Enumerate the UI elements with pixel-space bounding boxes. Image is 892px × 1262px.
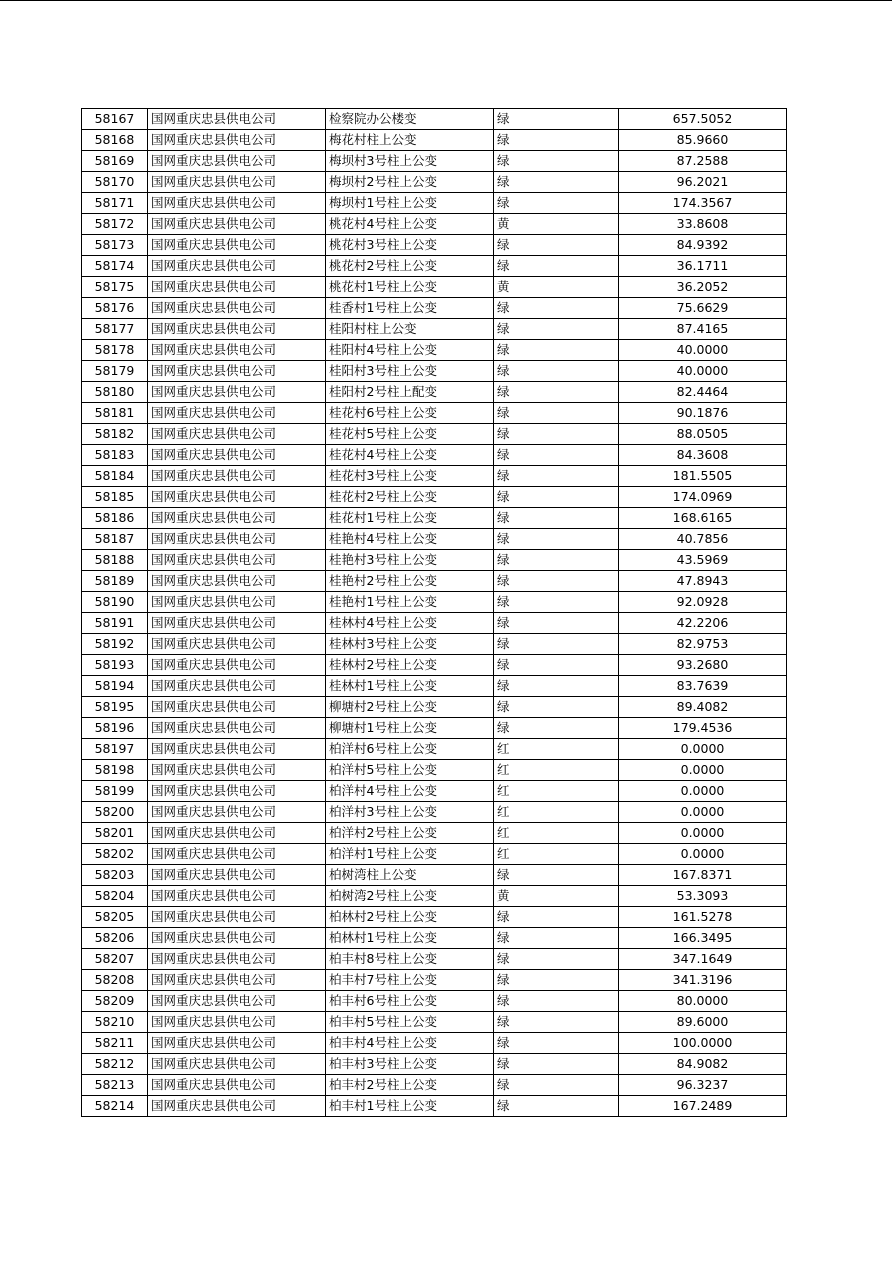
row-value-cell: 84.3608 (619, 445, 787, 466)
row-status-cell: 绿 (494, 865, 619, 886)
table-row (82, 760, 787, 781)
table-row (82, 466, 787, 487)
row-name-cell: 柏洋村6号柱上公变 (326, 739, 494, 760)
row-status-cell: 绿 (494, 718, 619, 739)
row-status-cell: 绿 (494, 382, 619, 403)
row-status-cell: 绿 (494, 949, 619, 970)
row-id-cell: 58182 (82, 424, 148, 445)
row-status-cell: 绿 (494, 529, 619, 550)
table-row (82, 1033, 787, 1054)
row-org-cell: 国网重庆忠县供电公司 (148, 1054, 326, 1075)
row-org-cell: 国网重庆忠县供电公司 (148, 172, 326, 193)
row-value-cell: 36.2052 (619, 277, 787, 298)
row-value-cell: 84.9082 (619, 1054, 787, 1075)
row-name-cell: 柏丰村1号柱上公变 (326, 1096, 494, 1117)
row-name-cell: 桂艳村3号柱上公变 (326, 550, 494, 571)
row-id-cell: 58187 (82, 529, 148, 550)
table-row (82, 172, 787, 193)
transformer-table (81, 108, 787, 1117)
row-value-cell: 0.0000 (619, 823, 787, 844)
row-value-cell: 33.8608 (619, 214, 787, 235)
row-name-cell: 梅坝村1号柱上公变 (326, 193, 494, 214)
table-row (82, 487, 787, 508)
row-value-cell: 181.5505 (619, 466, 787, 487)
row-status-cell: 绿 (494, 508, 619, 529)
row-value-cell: 83.7639 (619, 676, 787, 697)
row-value-cell: 40.7856 (619, 529, 787, 550)
row-status-cell: 绿 (494, 235, 619, 256)
row-name-cell: 柏丰村6号柱上公变 (326, 991, 494, 1012)
row-name-cell: 桂艳村4号柱上公变 (326, 529, 494, 550)
row-name-cell: 桂香村1号柱上公变 (326, 298, 494, 319)
row-name-cell: 柳塘村1号柱上公变 (326, 718, 494, 739)
row-status-cell: 绿 (494, 1012, 619, 1033)
row-org-cell: 国网重庆忠县供电公司 (148, 592, 326, 613)
row-org-cell: 国网重庆忠县供电公司 (148, 214, 326, 235)
table-row (82, 697, 787, 718)
row-name-cell: 柏洋村5号柱上公变 (326, 760, 494, 781)
row-status-cell: 绿 (494, 403, 619, 424)
row-org-cell: 国网重庆忠县供电公司 (148, 508, 326, 529)
row-name-cell: 桂林村3号柱上公变 (326, 634, 494, 655)
table-row (82, 991, 787, 1012)
row-org-cell: 国网重庆忠县供电公司 (148, 697, 326, 718)
row-value-cell: 89.6000 (619, 1012, 787, 1033)
row-value-cell: 166.3495 (619, 928, 787, 949)
row-org-cell: 国网重庆忠县供电公司 (148, 571, 326, 592)
table-row (82, 319, 787, 340)
row-name-cell: 桂花村1号柱上公变 (326, 508, 494, 529)
row-org-cell: 国网重庆忠县供电公司 (148, 949, 326, 970)
row-name-cell: 桂阳村柱上公变 (326, 319, 494, 340)
table-row (82, 592, 787, 613)
row-org-cell: 国网重庆忠县供电公司 (148, 445, 326, 466)
row-status-cell: 绿 (494, 634, 619, 655)
row-value-cell: 40.0000 (619, 340, 787, 361)
row-name-cell: 柏丰村7号柱上公变 (326, 970, 494, 991)
row-id-cell: 58214 (82, 1096, 148, 1117)
table-row (82, 235, 787, 256)
row-org-cell: 国网重庆忠县供电公司 (148, 865, 326, 886)
row-id-cell: 58173 (82, 235, 148, 256)
row-name-cell: 桂花村2号柱上公变 (326, 487, 494, 508)
table-row (82, 928, 787, 949)
row-status-cell: 红 (494, 781, 619, 802)
row-id-cell: 58181 (82, 403, 148, 424)
row-value-cell: 174.3567 (619, 193, 787, 214)
row-org-cell: 国网重庆忠县供电公司 (148, 655, 326, 676)
table-row (82, 907, 787, 928)
row-id-cell: 58197 (82, 739, 148, 760)
row-value-cell: 179.4536 (619, 718, 787, 739)
row-value-cell: 36.1711 (619, 256, 787, 277)
table-row (82, 865, 787, 886)
row-status-cell: 红 (494, 760, 619, 781)
row-status-cell: 绿 (494, 445, 619, 466)
row-status-cell: 黄 (494, 277, 619, 298)
table-row (82, 1012, 787, 1033)
row-name-cell: 柏丰村5号柱上公变 (326, 1012, 494, 1033)
table-row (82, 1075, 787, 1096)
row-status-cell: 绿 (494, 697, 619, 718)
row-org-cell: 国网重庆忠县供电公司 (148, 298, 326, 319)
row-value-cell: 75.6629 (619, 298, 787, 319)
row-id-cell: 58167 (82, 109, 148, 130)
row-name-cell: 桂艳村2号柱上公变 (326, 571, 494, 592)
row-org-cell: 国网重庆忠县供电公司 (148, 130, 326, 151)
table-row (82, 802, 787, 823)
row-status-cell: 绿 (494, 1075, 619, 1096)
row-org-cell: 国网重庆忠县供电公司 (148, 277, 326, 298)
row-value-cell: 657.5052 (619, 109, 787, 130)
table-row (82, 844, 787, 865)
row-org-cell: 国网重庆忠县供电公司 (148, 382, 326, 403)
row-value-cell: 0.0000 (619, 760, 787, 781)
row-org-cell: 国网重庆忠县供电公司 (148, 970, 326, 991)
row-value-cell: 0.0000 (619, 802, 787, 823)
row-status-cell: 绿 (494, 172, 619, 193)
row-status-cell: 绿 (494, 466, 619, 487)
row-status-cell: 黄 (494, 886, 619, 907)
row-value-cell: 82.9753 (619, 634, 787, 655)
row-org-cell: 国网重庆忠县供电公司 (148, 928, 326, 949)
row-value-cell: 0.0000 (619, 781, 787, 802)
row-org-cell: 国网重庆忠县供电公司 (148, 151, 326, 172)
row-status-cell: 绿 (494, 571, 619, 592)
row-id-cell: 58203 (82, 865, 148, 886)
row-id-cell: 58206 (82, 928, 148, 949)
row-name-cell: 柏林村1号柱上公变 (326, 928, 494, 949)
table-row (82, 340, 787, 361)
row-name-cell: 桃花村4号柱上公变 (326, 214, 494, 235)
row-value-cell: 90.1876 (619, 403, 787, 424)
row-id-cell: 58188 (82, 550, 148, 571)
row-org-cell: 国网重庆忠县供电公司 (148, 781, 326, 802)
row-id-cell: 58184 (82, 466, 148, 487)
row-name-cell: 桂林村2号柱上公变 (326, 655, 494, 676)
row-status-cell: 红 (494, 802, 619, 823)
row-name-cell: 桂林村1号柱上公变 (326, 676, 494, 697)
row-status-cell: 绿 (494, 907, 619, 928)
table-row (82, 193, 787, 214)
row-id-cell: 58183 (82, 445, 148, 466)
row-name-cell: 桃花村2号柱上公变 (326, 256, 494, 277)
row-org-cell: 国网重庆忠县供电公司 (148, 529, 326, 550)
row-status-cell: 绿 (494, 1096, 619, 1117)
row-value-cell: 93.2680 (619, 655, 787, 676)
row-id-cell: 58196 (82, 718, 148, 739)
row-status-cell: 黄 (494, 214, 619, 235)
row-name-cell: 柏洋村3号柱上公变 (326, 802, 494, 823)
row-status-cell: 绿 (494, 193, 619, 214)
table-row (82, 655, 787, 676)
row-status-cell: 绿 (494, 928, 619, 949)
table-row (82, 529, 787, 550)
row-org-cell: 国网重庆忠县供电公司 (148, 235, 326, 256)
row-value-cell: 87.2588 (619, 151, 787, 172)
row-name-cell: 柏丰村3号柱上公变 (326, 1054, 494, 1075)
row-id-cell: 58179 (82, 361, 148, 382)
row-value-cell: 92.0928 (619, 592, 787, 613)
row-id-cell: 58198 (82, 760, 148, 781)
page-top-rule (0, 0, 892, 1)
row-status-cell: 绿 (494, 613, 619, 634)
table-row (82, 382, 787, 403)
table-row (82, 277, 787, 298)
row-status-cell: 绿 (494, 592, 619, 613)
row-id-cell: 58171 (82, 193, 148, 214)
table-row (82, 739, 787, 760)
row-id-cell: 58178 (82, 340, 148, 361)
row-org-cell: 国网重庆忠县供电公司 (148, 340, 326, 361)
row-value-cell: 100.0000 (619, 1033, 787, 1054)
row-name-cell: 桂花村6号柱上公变 (326, 403, 494, 424)
row-org-cell: 国网重庆忠县供电公司 (148, 1033, 326, 1054)
row-name-cell: 柏洋村4号柱上公变 (326, 781, 494, 802)
row-status-cell: 绿 (494, 151, 619, 172)
row-value-cell: 84.9392 (619, 235, 787, 256)
row-status-cell: 红 (494, 844, 619, 865)
table-row (82, 970, 787, 991)
row-value-cell: 167.2489 (619, 1096, 787, 1117)
table-row (82, 676, 787, 697)
row-name-cell: 桂花村3号柱上公变 (326, 466, 494, 487)
row-org-cell: 国网重庆忠县供电公司 (148, 676, 326, 697)
row-value-cell: 96.3237 (619, 1075, 787, 1096)
row-id-cell: 58170 (82, 172, 148, 193)
row-org-cell: 国网重庆忠县供电公司 (148, 613, 326, 634)
row-status-cell: 绿 (494, 319, 619, 340)
row-name-cell: 柏洋村1号柱上公变 (326, 844, 494, 865)
row-id-cell: 58191 (82, 613, 148, 634)
row-id-cell: 58168 (82, 130, 148, 151)
row-id-cell: 58177 (82, 319, 148, 340)
row-id-cell: 58204 (82, 886, 148, 907)
table-row (82, 550, 787, 571)
row-status-cell: 红 (494, 823, 619, 844)
row-value-cell: 167.8371 (619, 865, 787, 886)
row-status-cell: 绿 (494, 424, 619, 445)
row-name-cell: 柏丰村8号柱上公变 (326, 949, 494, 970)
row-value-cell: 43.5969 (619, 550, 787, 571)
row-org-cell: 国网重庆忠县供电公司 (148, 823, 326, 844)
row-id-cell: 58180 (82, 382, 148, 403)
row-value-cell: 347.1649 (619, 949, 787, 970)
row-id-cell: 58213 (82, 1075, 148, 1096)
table-row (82, 445, 787, 466)
row-id-cell: 58212 (82, 1054, 148, 1075)
row-status-cell: 绿 (494, 676, 619, 697)
row-name-cell: 柏洋村2号柱上公变 (326, 823, 494, 844)
row-value-cell: 82.4464 (619, 382, 787, 403)
row-name-cell: 柏丰村4号柱上公变 (326, 1033, 494, 1054)
row-id-cell: 58201 (82, 823, 148, 844)
row-value-cell: 96.2021 (619, 172, 787, 193)
row-id-cell: 58190 (82, 592, 148, 613)
row-name-cell: 桂阳村3号柱上公变 (326, 361, 494, 382)
table-row (82, 781, 787, 802)
table-row (82, 634, 787, 655)
row-value-cell: 89.4082 (619, 697, 787, 718)
row-value-cell: 88.0505 (619, 424, 787, 445)
table-row (82, 361, 787, 382)
row-status-cell: 绿 (494, 991, 619, 1012)
row-id-cell: 58192 (82, 634, 148, 655)
row-value-cell: 80.0000 (619, 991, 787, 1012)
row-name-cell: 柏树湾柱上公变 (326, 865, 494, 886)
row-name-cell: 桂林村4号柱上公变 (326, 613, 494, 634)
row-value-cell: 0.0000 (619, 844, 787, 865)
row-status-cell: 绿 (494, 340, 619, 361)
row-value-cell: 161.5278 (619, 907, 787, 928)
row-status-cell: 绿 (494, 970, 619, 991)
row-org-cell: 国网重庆忠县供电公司 (148, 466, 326, 487)
row-org-cell: 国网重庆忠县供电公司 (148, 109, 326, 130)
row-status-cell: 绿 (494, 109, 619, 130)
row-name-cell: 桂阳村2号柱上配变 (326, 382, 494, 403)
row-org-cell: 国网重庆忠县供电公司 (148, 991, 326, 1012)
row-id-cell: 58176 (82, 298, 148, 319)
row-value-cell: 40.0000 (619, 361, 787, 382)
table-row (82, 214, 787, 235)
row-org-cell: 国网重庆忠县供电公司 (148, 886, 326, 907)
row-status-cell: 绿 (494, 487, 619, 508)
row-id-cell: 58186 (82, 508, 148, 529)
row-name-cell: 柳塘村2号柱上公变 (326, 697, 494, 718)
row-org-cell: 国网重庆忠县供电公司 (148, 739, 326, 760)
row-value-cell: 341.3196 (619, 970, 787, 991)
row-id-cell: 58174 (82, 256, 148, 277)
row-org-cell: 国网重庆忠县供电公司 (148, 802, 326, 823)
row-id-cell: 58210 (82, 1012, 148, 1033)
row-org-cell: 国网重庆忠县供电公司 (148, 487, 326, 508)
table-row (82, 109, 787, 130)
row-name-cell: 梅坝村2号柱上公变 (326, 172, 494, 193)
row-status-cell: 绿 (494, 550, 619, 571)
row-org-cell: 国网重庆忠县供电公司 (148, 634, 326, 655)
row-status-cell: 绿 (494, 130, 619, 151)
table-row (82, 424, 787, 445)
row-org-cell: 国网重庆忠县供电公司 (148, 550, 326, 571)
row-id-cell: 58193 (82, 655, 148, 676)
row-status-cell: 绿 (494, 361, 619, 382)
row-org-cell: 国网重庆忠县供电公司 (148, 760, 326, 781)
row-id-cell: 58175 (82, 277, 148, 298)
row-org-cell: 国网重庆忠县供电公司 (148, 361, 326, 382)
row-id-cell: 58207 (82, 949, 148, 970)
row-org-cell: 国网重庆忠县供电公司 (148, 256, 326, 277)
row-id-cell: 58209 (82, 991, 148, 1012)
row-id-cell: 58189 (82, 571, 148, 592)
table-row (82, 949, 787, 970)
table-row (82, 403, 787, 424)
table-row (82, 508, 787, 529)
row-name-cell: 桃花村3号柱上公变 (326, 235, 494, 256)
row-name-cell: 梅花村柱上公变 (326, 130, 494, 151)
row-status-cell: 绿 (494, 256, 619, 277)
row-org-cell: 国网重庆忠县供电公司 (148, 424, 326, 445)
row-name-cell: 桂阳村4号柱上公变 (326, 340, 494, 361)
table-body (82, 109, 787, 1117)
row-value-cell: 47.8943 (619, 571, 787, 592)
row-status-cell: 红 (494, 739, 619, 760)
table-row (82, 1054, 787, 1075)
row-id-cell: 58172 (82, 214, 148, 235)
row-id-cell: 58199 (82, 781, 148, 802)
row-name-cell: 桂花村5号柱上公变 (326, 424, 494, 445)
row-name-cell: 桂艳村1号柱上公变 (326, 592, 494, 613)
row-org-cell: 国网重庆忠县供电公司 (148, 907, 326, 928)
row-name-cell: 桃花村1号柱上公变 (326, 277, 494, 298)
table-row (82, 571, 787, 592)
table-row (82, 1096, 787, 1117)
row-value-cell: 87.4165 (619, 319, 787, 340)
row-value-cell: 85.9660 (619, 130, 787, 151)
row-id-cell: 58195 (82, 697, 148, 718)
table-row (82, 298, 787, 319)
row-name-cell: 桂花村4号柱上公变 (326, 445, 494, 466)
row-id-cell: 58208 (82, 970, 148, 991)
row-value-cell: 42.2206 (619, 613, 787, 634)
table-row (82, 823, 787, 844)
row-org-cell: 国网重庆忠县供电公司 (148, 844, 326, 865)
row-status-cell: 绿 (494, 655, 619, 676)
table-row (82, 886, 787, 907)
row-id-cell: 58211 (82, 1033, 148, 1054)
row-value-cell: 168.6165 (619, 508, 787, 529)
table-row (82, 256, 787, 277)
row-name-cell: 柏树湾2号柱上公变 (326, 886, 494, 907)
row-name-cell: 检察院办公楼变 (326, 109, 494, 130)
row-org-cell: 国网重庆忠县供电公司 (148, 193, 326, 214)
row-name-cell: 柏丰村2号柱上公变 (326, 1075, 494, 1096)
row-id-cell: 58194 (82, 676, 148, 697)
row-value-cell: 174.0969 (619, 487, 787, 508)
table-row (82, 718, 787, 739)
row-status-cell: 绿 (494, 298, 619, 319)
row-org-cell: 国网重庆忠县供电公司 (148, 1075, 326, 1096)
row-org-cell: 国网重庆忠县供电公司 (148, 1012, 326, 1033)
table-row (82, 613, 787, 634)
row-id-cell: 58169 (82, 151, 148, 172)
table-row (82, 130, 787, 151)
row-value-cell: 0.0000 (619, 739, 787, 760)
table-row (82, 151, 787, 172)
row-status-cell: 绿 (494, 1054, 619, 1075)
row-id-cell: 58200 (82, 802, 148, 823)
row-org-cell: 国网重庆忠县供电公司 (148, 403, 326, 424)
row-org-cell: 国网重庆忠县供电公司 (148, 718, 326, 739)
row-org-cell: 国网重庆忠县供电公司 (148, 319, 326, 340)
row-id-cell: 58202 (82, 844, 148, 865)
row-name-cell: 梅坝村3号柱上公变 (326, 151, 494, 172)
row-name-cell: 柏林村2号柱上公变 (326, 907, 494, 928)
row-value-cell: 53.3093 (619, 886, 787, 907)
row-id-cell: 58185 (82, 487, 148, 508)
row-status-cell: 绿 (494, 1033, 619, 1054)
row-id-cell: 58205 (82, 907, 148, 928)
row-org-cell: 国网重庆忠县供电公司 (148, 1096, 326, 1117)
